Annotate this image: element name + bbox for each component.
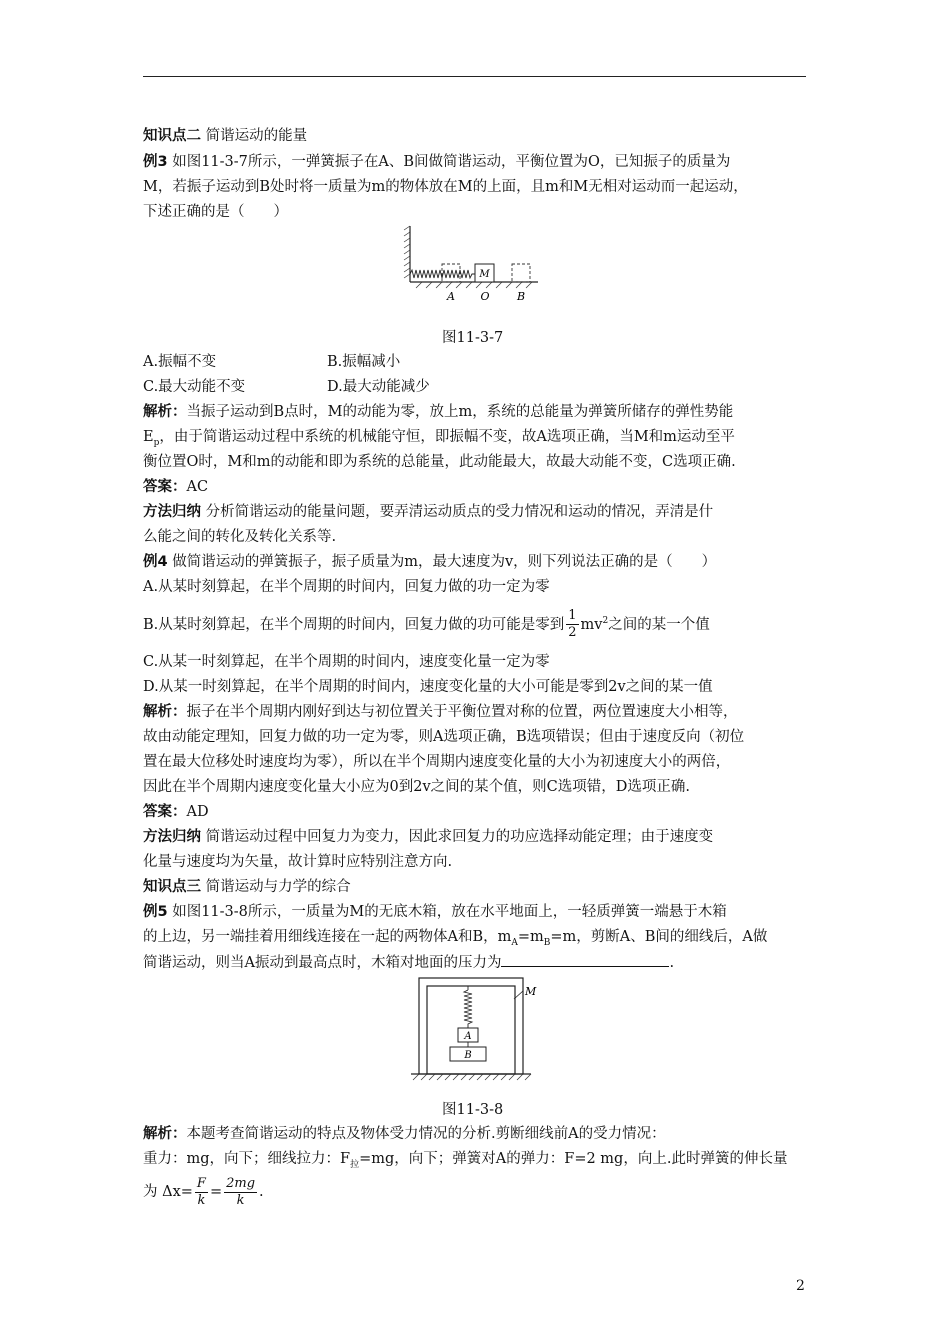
text-line: 重力：mg，向下；细线拉力：$F_拉=mg$，向下；弹簧对A的弹力：F=2 mg，向上.此时弹簧的伸长量: [143, 1151, 788, 1170]
option-d: D.最大动能减少: [327, 379, 430, 395]
option-c: C.最大动能不变: [143, 379, 246, 395]
answer: 答案：AC: [143, 479, 209, 495]
option-b: B.从某时刻算起，在半个周期的时间内，回复力做的功可能是零到 $\frac{1}{2}$ $mv^2$之间的某一个值: [143, 608, 710, 641]
example-4-question: 例4 做简谐运动的弹簧振子，振子质量为m，最大速度为v，则下列说法正确的是（ ）: [143, 554, 717, 570]
text-line: 下述正确的是（ ）: [143, 204, 288, 220]
figure-caption: 图11-3-8: [442, 1102, 504, 1118]
text-line: $E_p$，由于简谐运动过程中系统的机械能守恒，即振幅不变，故A选项正确，当M和m运动至平: [143, 429, 735, 448]
option-a: A.从某时刻算起，在半个周期的时间内，回复力做的功一定为零: [143, 579, 550, 595]
method-summary: 方法归纳 简谐运动过程中回复力为变力，因此求回复力的功应选择动能定理；由于速度变: [143, 829, 714, 845]
position-b-box: [512, 264, 530, 282]
answer-blank: [501, 952, 669, 967]
text-line: 置在最大位移处时速度均为零），所以在半个周期内速度变化量的大小为初速度大小的两倍，: [143, 754, 731, 770]
box-label: M: [525, 985, 537, 998]
answer: 答案：AD: [143, 804, 209, 820]
figure-11-3-8: [410, 975, 560, 1085]
option-c: C.从某一时刻算起，在半个周期的时间内，速度变化量一定为零: [143, 654, 550, 670]
section-heading: 知识点二 简谐运动的能量: [143, 128, 308, 144]
figure-11-3-7: [400, 224, 550, 306]
label-b: B: [464, 1050, 472, 1061]
label-a: A: [464, 1031, 472, 1042]
fraction: $\frac{F}{k}$: [196, 1175, 206, 1208]
spring: [464, 990, 472, 1028]
text-line: 化量与速度均为矢量，故计算时应特别注意方向.: [143, 854, 453, 870]
mass-label: M: [479, 269, 490, 280]
analysis: 解析：本题考查简谐运动的特点及物体受力情况的分析.剪断细线前A的受力情况：: [143, 1126, 666, 1142]
text-line: 衡位置O时，M和m的动能和即为系统的总能量，此动能最大，故最大动能不变，C选项正确.: [143, 454, 736, 470]
fraction: $\frac{2mg}{k}$: [226, 1175, 256, 1208]
method-summary: 方法归纳 分析简谐运动的能量问题，要弄清运动质点的受力情况和运动的情况，弄清是什: [143, 504, 714, 520]
analysis: 解析：振子在半个周期内刚好到达与初位置关于平衡位置对称的位置，两位置速度大小相等，: [143, 704, 738, 720]
spring: [410, 270, 475, 278]
figure-caption: 图11-3-7: [442, 330, 504, 346]
example-5-question: 例5 如图11-3-8所示，一质量为M的无底木箱，放在水平地面上，一轻质弹簧一端悬于木箱: [143, 904, 727, 920]
label-o: O: [480, 290, 490, 303]
label-a: A: [447, 290, 455, 303]
text-line: 因此在半个周期内速度变化量大小应为0到2v之间的某个值，则C选项错，D选项正确.: [143, 779, 690, 795]
option-b: B.振幅减小: [327, 354, 401, 370]
fraction: $\frac{1}{2}$: [568, 608, 577, 641]
page-number: 2: [796, 1278, 805, 1294]
section-heading: 知识点三 简谐运动与力学的综合: [143, 879, 351, 895]
text-line: 简谐运动，则当A振动到最高点时，木箱对地面的压力为 .: [143, 952, 674, 973]
text-line: 的上边，另一端挂着用细线连接在一起的两物体A和B，$m_A=m_B=m$，剪断A、B间的细线后，A做: [143, 929, 768, 948]
option-d: D.从某一时刻算起，在半个周期的时间内，速度变化量的大小可能是零到2v之间的某一值: [143, 679, 713, 695]
text-line: M，若振子运动到B处时将一质量为m的物体放在M的上面，且m和M无相对运动而一起运动，: [143, 179, 748, 195]
option-a: A.振幅不变: [143, 354, 217, 370]
text-line: 故由动能定理知，回复力做的功一定为零，则A选项正确，B选项错误；但由于速度反向（初位: [143, 729, 745, 745]
analysis: 解析：当振子运动到B点时，M的动能为零，放上m，系统的总能量为弹簧所储存的弹性势能: [143, 404, 734, 420]
label-b: B: [516, 290, 526, 303]
text-line: 么能之间的转化及转化关系等.: [143, 529, 337, 545]
text-line: 为 Δx= $\frac{F}{k}$ = $\frac{2mg}{k}$ .: [143, 1175, 264, 1208]
header-rule: [143, 76, 806, 77]
example-3-question: 例3 如图11-3-7所示，一弹簧振子在A、B间做简谐运动，平衡位置为O，已知振子的质量为: [143, 154, 731, 170]
